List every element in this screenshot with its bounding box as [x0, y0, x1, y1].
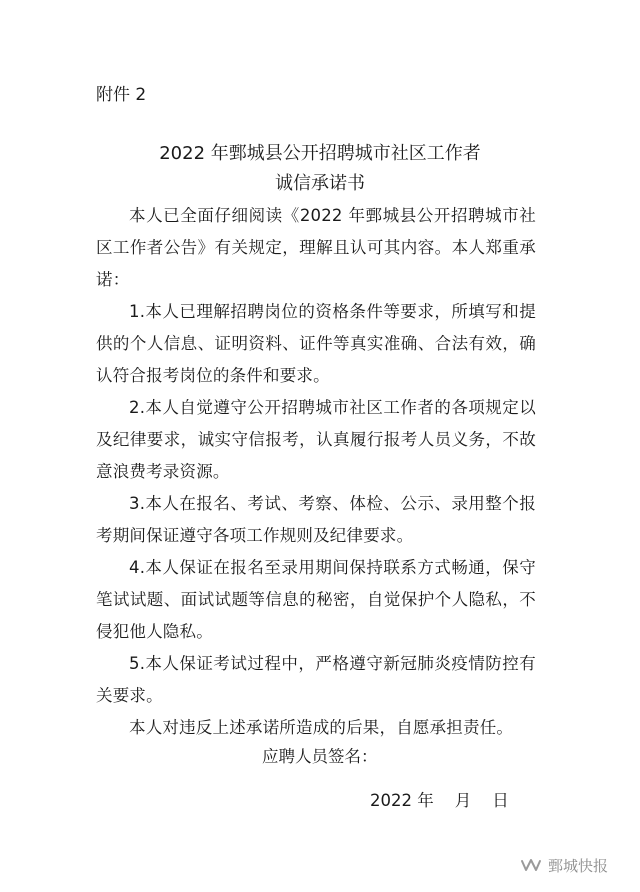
document-title: 2022 年鄄城县公开招聘城市社区工作者 — [159, 143, 481, 164]
paragraph-item-4: 4.本人保证在报名至录用期间保持联系方式畅通，保守笔试试题、面试试题等信息的秘密，自觉保护个人隐私，不侵犯他人隐私。 — [96, 558, 536, 641]
signature-label: 应聘人员签名： — [262, 747, 378, 766]
paragraph-item-2: 2.本人自觉遵守公开招聘城市社区工作者的各项规定以及纪律要求，诚实守信报考，认真履行报考人员义务，不故意浪费考录资源。 — [96, 398, 536, 481]
watermark-text: 鄄城快报 — [548, 856, 609, 875]
paragraph-item-5: 5.本人保证考试过程中，严格遵守新冠肺炎疫情防控有关要求。 — [96, 654, 536, 705]
paragraph-item-1: 1.本人已理解招聘岗位的资格条件等要求，所填写和提供的个人信息、证明资料、证件等真实准确、合法有效，确认符合报考岗位的条件和要求。 — [96, 302, 536, 385]
source-watermark — [520, 852, 608, 878]
paragraph-intro: 本人已全面仔细阅读《2022 年鄄城县公开招聘城市社区工作者公告》有关规定，理解且认可其内容。本人郑重承诺： — [96, 206, 536, 289]
wechat-channel-icon — [520, 856, 542, 874]
paragraph-item-3: 3.本人在报名、考试、考察、体检、公示、录用整个报考期间保证遵守各项工作规则及纪律要求。 — [96, 494, 536, 545]
document-subtitle: 诚信承诺书 — [275, 173, 365, 194]
paragraph-closing: 本人对违反上述承诺所造成的后果，自愿承担责任。 — [129, 718, 514, 737]
attachment-label: 附件 2 — [96, 85, 147, 105]
document-body — [96, 200, 536, 744]
date-line: 2022 年 月 日 — [370, 791, 509, 810]
